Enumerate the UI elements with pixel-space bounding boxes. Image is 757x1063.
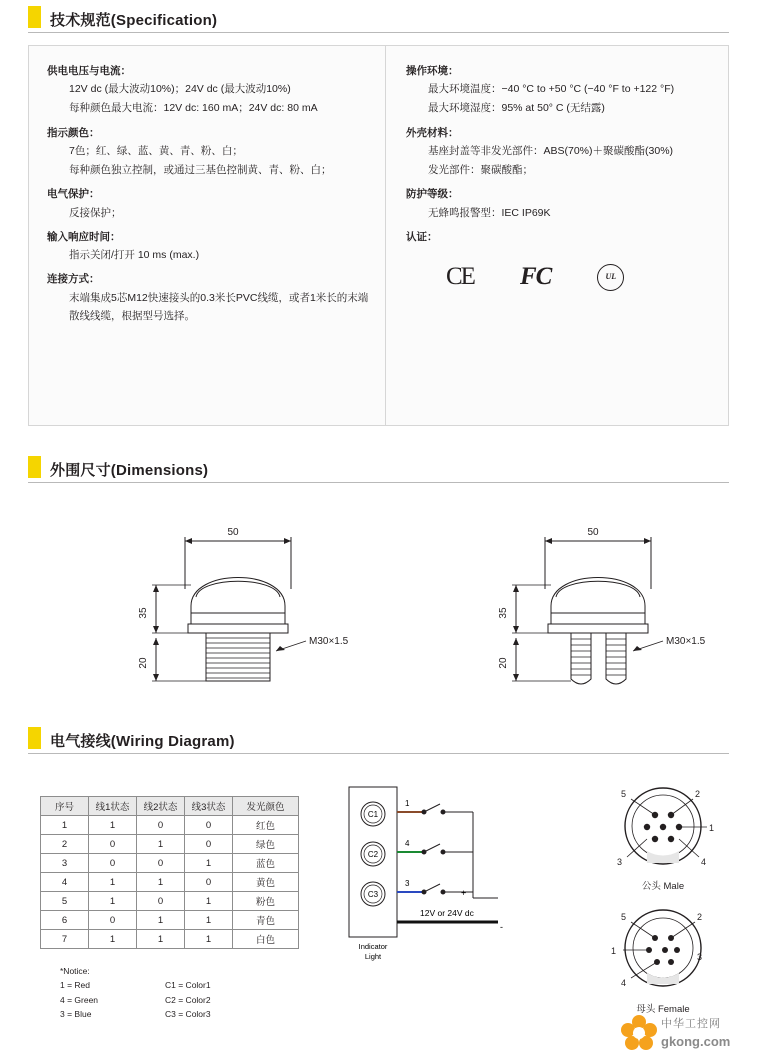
watermark-line2: gkong.com: [661, 1034, 731, 1049]
accent-bar: [28, 6, 41, 28]
flower-logo-icon: [619, 1013, 659, 1053]
spec-label-protection: 电气保护：: [47, 188, 100, 201]
cell-wire1: 0: [89, 854, 137, 873]
cell-index: 2: [41, 835, 89, 854]
spec-box: [28, 45, 729, 426]
table-row: [41, 873, 299, 892]
indicator-label-line1: Indicator: [358, 942, 388, 951]
notice-right-3: C3 = Color3: [165, 1009, 211, 1020]
dim-right-width-label: 50: [587, 527, 599, 538]
dim-right-thread-height-label: 20: [498, 657, 509, 669]
spec-value-power-2: 每种颜色最大电流：12V dc: 160 mA；24V dc: 80 mA: [69, 102, 318, 115]
cell-wire1: 0: [89, 911, 137, 930]
notice-left-2: 4 = Green: [60, 994, 99, 1005]
cell-wire2: 0: [137, 892, 185, 911]
spec-section-header: [28, 6, 729, 33]
dimensions-section-header: [28, 456, 729, 483]
cell-index: 6: [41, 911, 89, 930]
wiring-section-header: [28, 727, 729, 754]
table-row: [41, 854, 299, 873]
male-connector-svg: [583, 771, 743, 901]
female-pin-3: 3: [697, 952, 703, 962]
pin-number-3: 3: [405, 879, 410, 888]
cell-color: 蓝色: [233, 854, 299, 873]
cell-wire1: 1: [89, 873, 137, 892]
cell-wire2: 1: [137, 835, 185, 854]
spec-value-power-1: 12V dc (最大波动10%)；24V dc (最大波动10%): [69, 83, 291, 96]
spec-column-left: [29, 46, 386, 425]
female-connector-caption: 母头 Female: [636, 1004, 690, 1015]
pin-number-1: 1: [405, 799, 410, 808]
notice-left-1: 1 = Red: [60, 980, 91, 991]
table-row: [41, 892, 299, 911]
certification-marks: [446, 259, 714, 295]
cell-color: 青色: [233, 911, 299, 930]
spec-value-ip-rating: 无蜂鸣报警型：IEC IP69K: [428, 206, 551, 219]
spec-value-connection: 末端集成5芯M12快速接头的0.3米长PVC线缆，或者1米长的末端散线线缆，根据型号选择。: [69, 292, 369, 323]
table-row: [41, 835, 299, 854]
cell-wire3: 0: [185, 835, 233, 854]
spec-label-certification: 认证：: [406, 230, 438, 243]
c1-label: C1: [367, 810, 379, 819]
female-pin-4: 4: [621, 978, 627, 988]
watermark-line1: 中华工控网: [661, 1018, 721, 1030]
cell-wire3: 1: [185, 930, 233, 949]
notice-right-2: C2 = Color2: [165, 994, 211, 1005]
cell-color: 粉色: [233, 892, 299, 911]
wiring-truth-table: [40, 796, 299, 949]
male-pin-4: 4: [701, 857, 707, 867]
spec-label-connection: 连接方式：: [47, 273, 100, 286]
c2-label: C2: [367, 850, 379, 859]
circuit-diagram-svg: [348, 786, 548, 961]
spec-value-housing-1: 基座封盖等非发光部件：ABS(70%)＋聚碳酸酯(30%): [428, 144, 674, 157]
page-title-wiring: 电气接线(Wiring Diagram): [50, 733, 235, 750]
dim-left-thread-callout: M30×1.5: [309, 636, 349, 647]
th-wire1: 线1状态: [89, 797, 137, 816]
spec-label-environment: 操作环境：: [406, 65, 459, 77]
table-row: [41, 816, 299, 835]
cell-index: 3: [41, 854, 89, 873]
cell-index: 5: [41, 892, 89, 911]
male-pin-2: 2: [695, 789, 701, 799]
spec-value-humidity: 最大环境湿度：95% at 50° C (无结露): [428, 102, 605, 115]
table-row: [41, 911, 299, 930]
dim-right-height-label: 35: [498, 607, 509, 619]
cell-wire3: 1: [185, 892, 233, 911]
minus-sign: -: [500, 922, 503, 932]
th-color: 发光颜色: [233, 797, 299, 816]
cell-wire2: 1: [137, 873, 185, 892]
dim-left-thread-height-label: 20: [138, 657, 149, 669]
accent-bar: [28, 456, 41, 478]
cell-color: 白色: [233, 930, 299, 949]
spec-label-power: 供电电压与电流：: [47, 65, 131, 77]
wiring-content: [28, 766, 729, 1036]
page-title-spec: 技术规范(Specification): [50, 12, 218, 29]
th-wire2: 线2状态: [137, 797, 185, 816]
spec-value-response: 指示关闭/打开 10 ms (max.): [69, 248, 200, 261]
dimensions-drawings: [28, 493, 729, 723]
spec-label-colors: 指示颜色：: [47, 126, 100, 139]
male-pin-5: 5: [621, 789, 627, 799]
cell-wire3: 1: [185, 854, 233, 873]
dim-left-width-label: 50: [227, 527, 239, 538]
male-pin-3: 3: [617, 857, 623, 867]
cell-color: 黄色: [233, 873, 299, 892]
cell-wire3: 0: [185, 873, 233, 892]
male-connector-caption: 公头 Male: [641, 881, 685, 892]
spec-label-response: 输入响应时间：: [47, 230, 121, 243]
ul-mark-icon: UL: [597, 264, 624, 291]
cell-index: 7: [41, 930, 89, 949]
spec-value-housing-2: 发光部件：聚碳酸酯；: [428, 164, 533, 177]
pin-number-4: 4: [405, 839, 410, 848]
accent-bar: [28, 727, 41, 749]
cell-wire2: 0: [137, 854, 185, 873]
cell-wire2: 1: [137, 930, 185, 949]
dim-left-height-label: 35: [138, 607, 149, 619]
spec-column-right: [386, 46, 728, 425]
female-pin-1: 1: [611, 946, 617, 956]
spec-value-protection: 反接保护；: [69, 206, 122, 219]
female-pin-5: 5: [621, 912, 627, 922]
indicator-label-line2: Light: [364, 952, 382, 961]
spec-value-colors-1: 7色；红、绿、蓝、黄、青、粉、白；: [69, 144, 243, 157]
female-pin-2: 2: [697, 912, 703, 922]
watermark: [619, 1009, 739, 1057]
male-pin-1: 1: [709, 823, 715, 833]
th-wire3: 线3状态: [185, 797, 233, 816]
cell-index: 1: [41, 816, 89, 835]
notice-left-3: 3 = Blue: [60, 1009, 92, 1020]
th-index: 序号: [41, 797, 89, 816]
dimension-drawing-svg: [28, 493, 729, 718]
notice-grid: [60, 978, 211, 1021]
c3-label: C3: [367, 890, 379, 899]
cell-wire3: 0: [185, 816, 233, 835]
cell-wire1: 1: [89, 892, 137, 911]
cell-color: 红色: [233, 816, 299, 835]
notice-title: *Notice:: [60, 966, 90, 976]
spec-label-housing: 外壳材料：: [406, 126, 459, 139]
cell-wire1: 0: [89, 835, 137, 854]
dim-right-thread-callout: M30×1.5: [666, 636, 706, 647]
page-title-dimensions: 外围尺寸(Dimensions): [50, 462, 209, 479]
cell-index: 4: [41, 873, 89, 892]
table-row: [41, 930, 299, 949]
female-connector-svg: [583, 896, 743, 1026]
cell-wire1: 1: [89, 816, 137, 835]
notice-block: [60, 964, 211, 1022]
supply-label: 12V or 24V dc: [420, 908, 474, 918]
cell-color: 绿色: [233, 835, 299, 854]
cell-wire3: 1: [185, 911, 233, 930]
spec-value-temperature: 最大环境温度：−40 °C to +50 °C (−40 °F to +122 °F): [428, 83, 675, 96]
fcc-mark-icon: FC: [519, 262, 552, 290]
table-header-row: [41, 797, 299, 816]
plus-sign: +: [461, 888, 467, 898]
cell-wire2: 0: [137, 816, 185, 835]
ce-mark-icon: CE: [446, 262, 474, 290]
cell-wire2: 1: [137, 911, 185, 930]
spec-label-ip-rating: 防护等级：: [406, 188, 459, 201]
spec-value-colors-2: 每种颜色独立控制，或通过三基色控制黄、青、粉、白；: [69, 164, 332, 177]
notice-right-1: C1 = Color1: [165, 980, 211, 991]
cell-wire1: 1: [89, 930, 137, 949]
